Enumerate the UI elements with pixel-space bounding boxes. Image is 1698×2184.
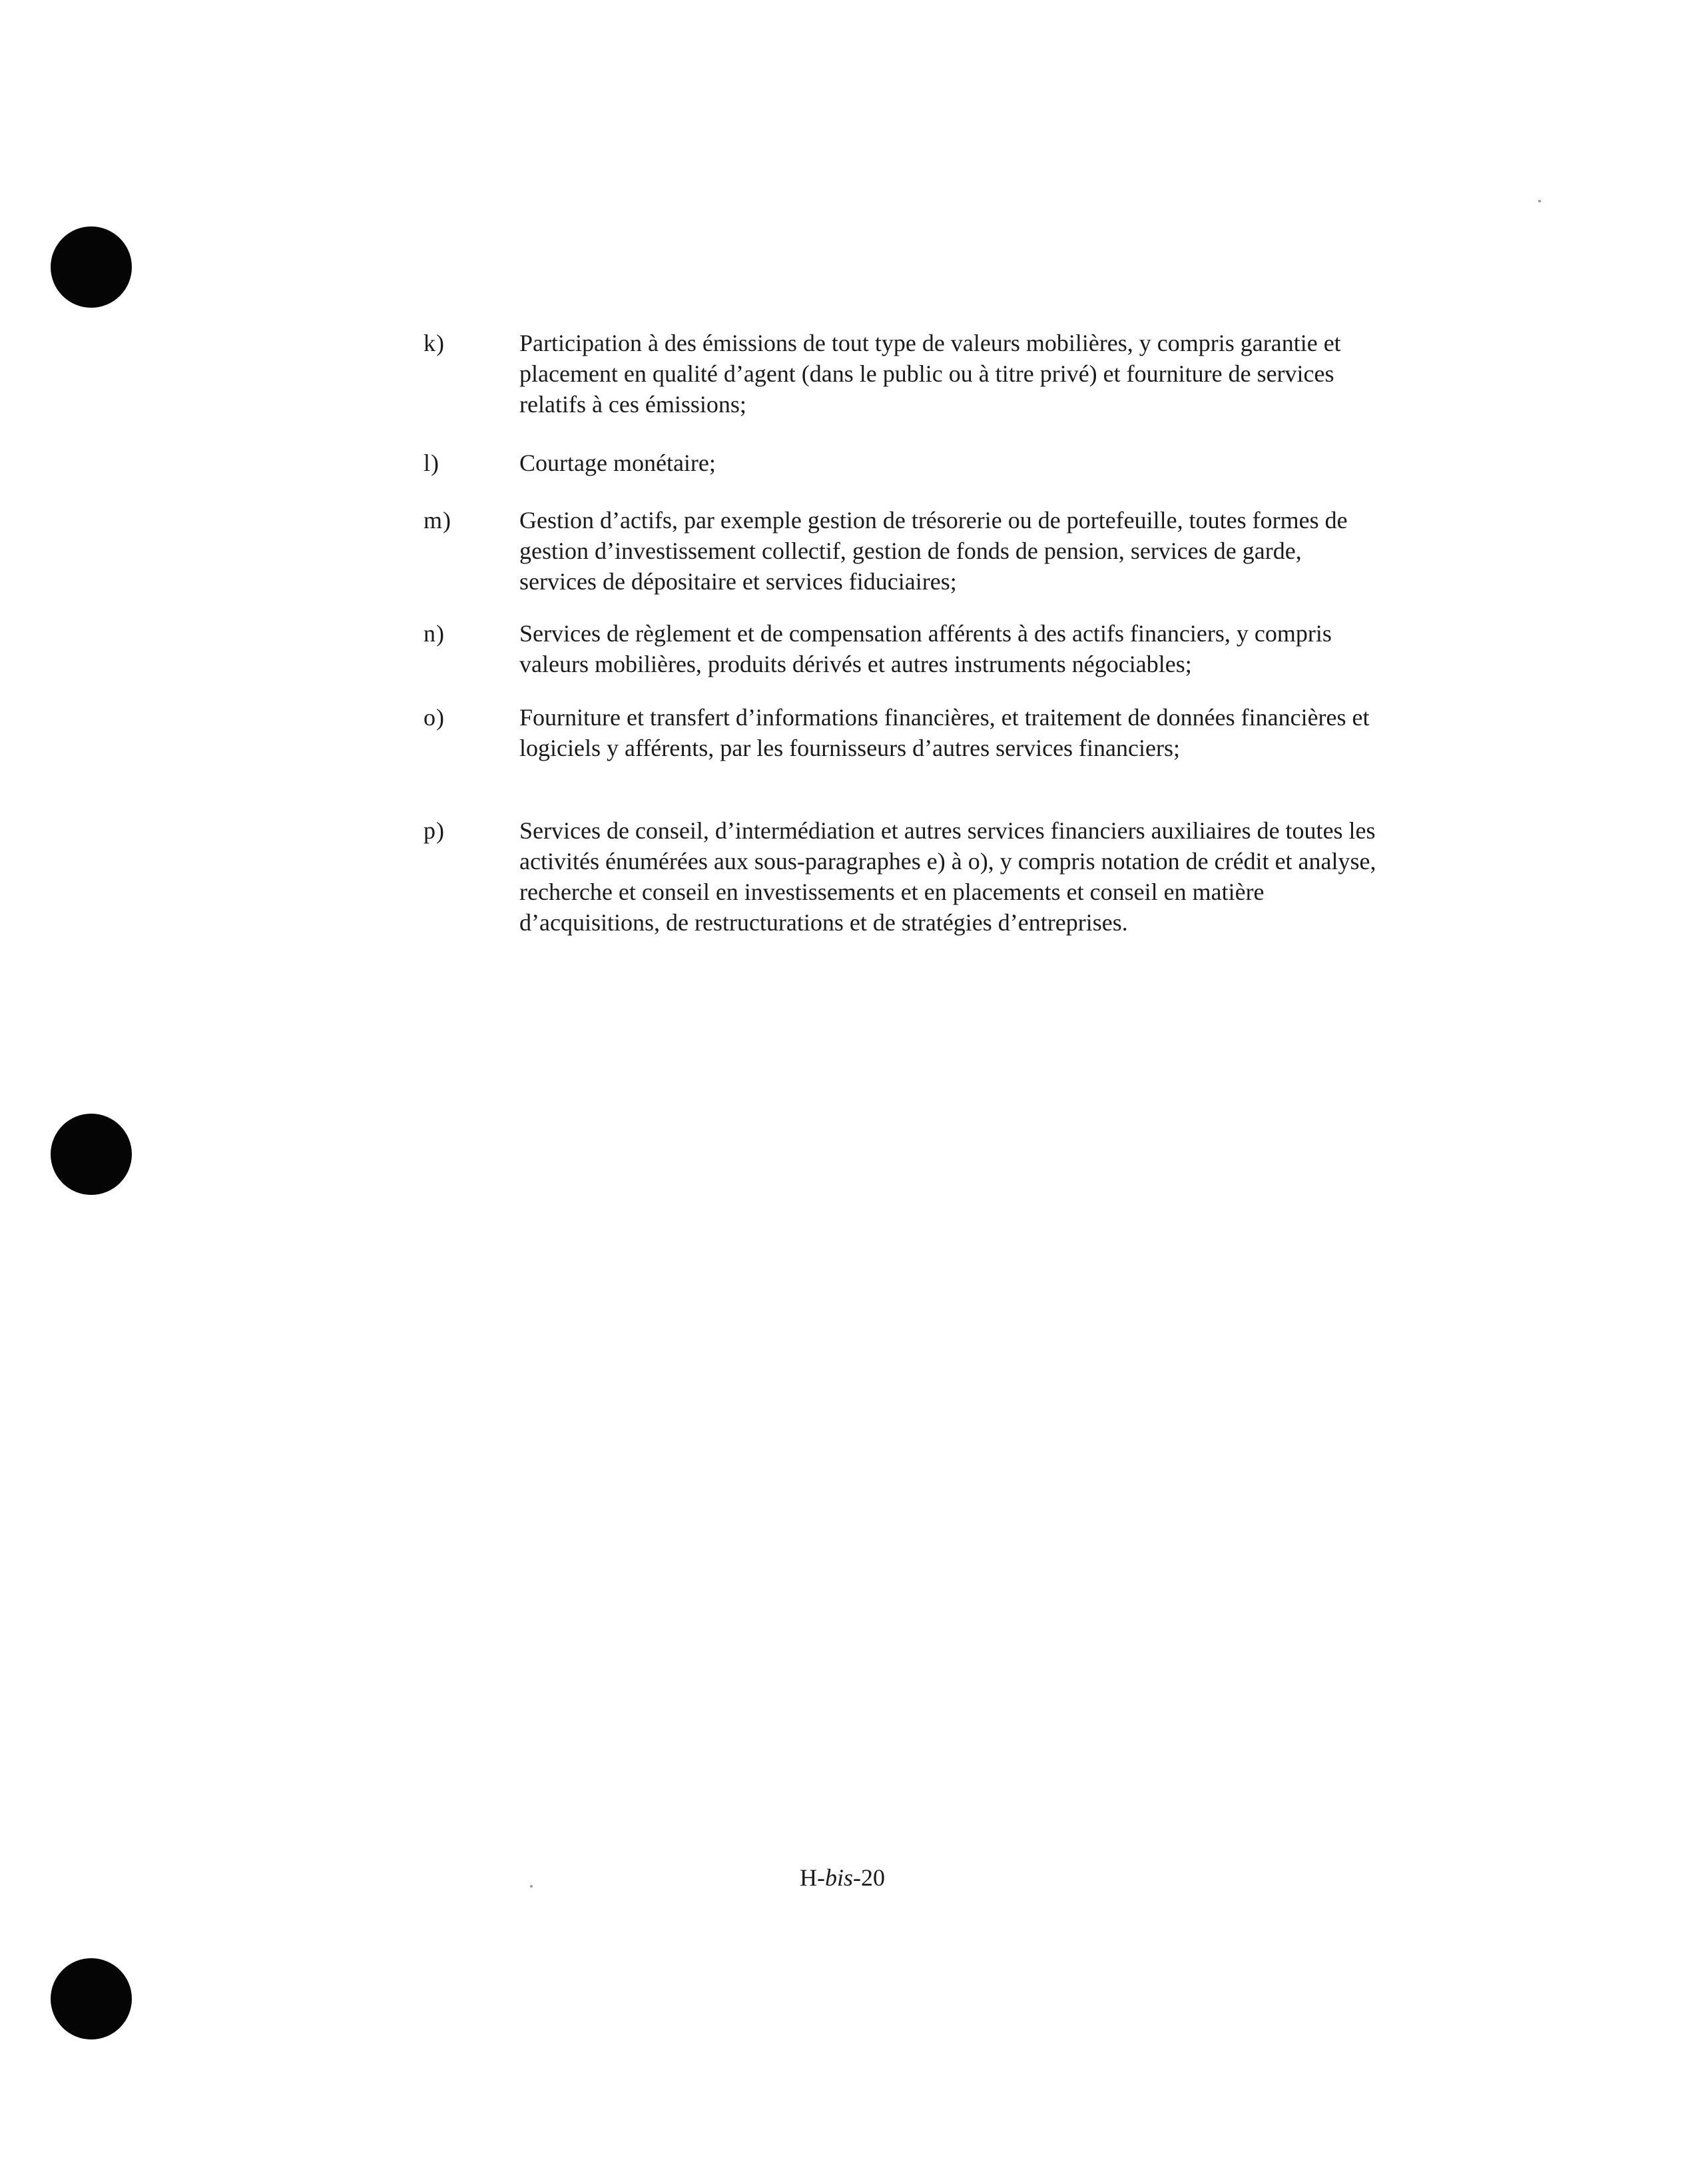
item-letter: n) (424, 620, 445, 647)
item-text: Participation à des émissions de tout type de valeurs mobilières, y compris garantie et placement en qualité d’agent (dans le public ou à titre privé) et fourniture de services relatifs à ces émissions; (519, 330, 1341, 418)
page-number-suffix: -20 (853, 1864, 885, 1891)
punch-hole-bottom (51, 1958, 132, 2039)
item-letter: m) (424, 507, 451, 534)
punch-hole-top (51, 226, 132, 308)
scan-speck (1538, 200, 1541, 202)
item-letter: p) (424, 817, 445, 844)
item-text: Services de conseil, d’intermédiation et autres services financiers auxiliaires de toutes les activités énumérées aux sous-paragraphes e) à o), y compris notation de crédit et analyse, recherche et conseil en investissements et en placements et conseil en matière d’acquisitions, de restructurations et de stratégies d’entreprises. (519, 817, 1376, 936)
page-number-italic: bis (824, 1864, 853, 1891)
item-text: Services de règlement et de compensation afférents à des actifs financiers, y compris valeurs mobilières, produits dérivés et autres instruments négociables; (519, 620, 1332, 677)
item-letter: l) (424, 450, 439, 476)
page-number-prefix: H- (799, 1864, 825, 1891)
page-number (0, 1862, 1698, 1893)
item-text: Gestion d’actifs, par exemple gestion de trésorerie ou de portefeuille, toutes formes de gestion d’investissement collectif, gestion de fonds de pension, services de garde, services de dépositaire et services fiduciaires; (519, 507, 1348, 595)
item-text: Courtage monétaire; (519, 450, 716, 476)
item-letter: k) (424, 330, 445, 356)
item-text: Fourniture et transfert d’informations financières, et traitement de données financières et logiciels y afférents, par les fournisseurs d’autres services financiers; (519, 704, 1370, 761)
punch-hole-middle (51, 1114, 132, 1195)
item-letter: o) (424, 704, 445, 731)
